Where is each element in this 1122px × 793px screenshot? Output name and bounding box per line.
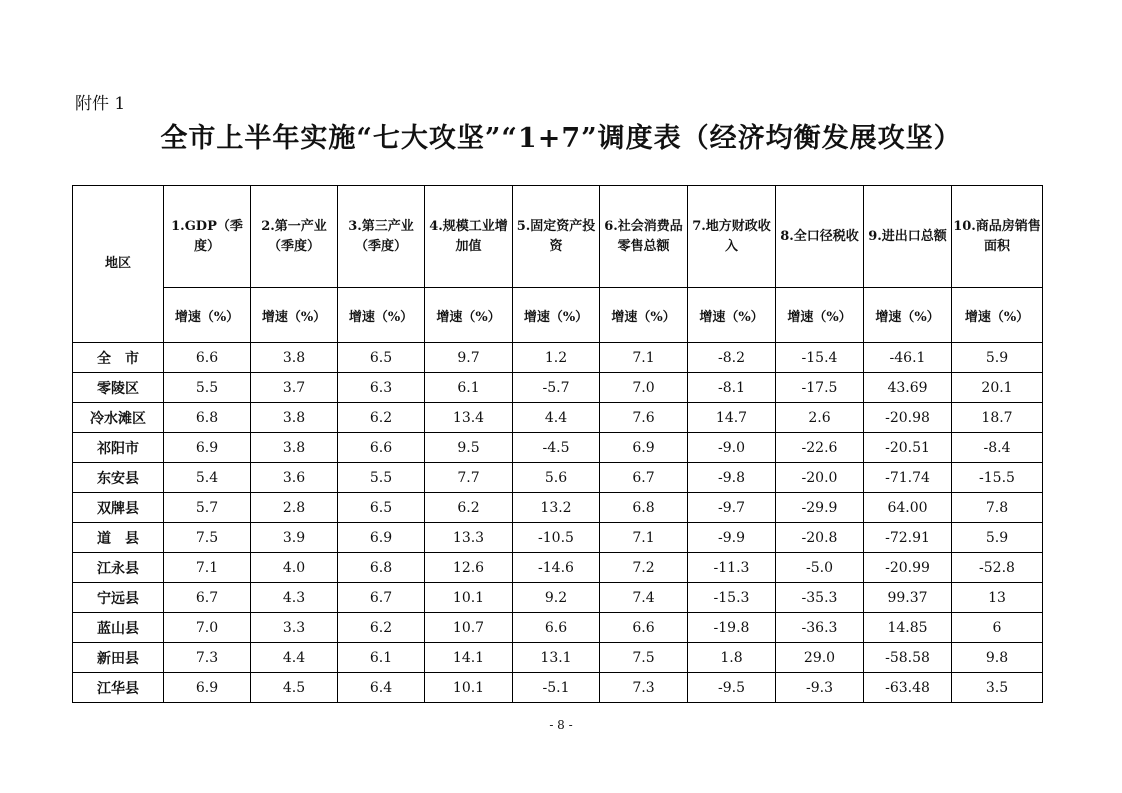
region-cell: 全 市: [73, 343, 164, 373]
value-cell: 3.8: [251, 403, 338, 433]
value-cell: 10.7: [425, 613, 513, 643]
table-row: [73, 403, 1043, 433]
value-cell: 7.1: [600, 523, 688, 553]
value-cell: -5.7: [513, 373, 600, 403]
value-cell: 6.8: [600, 493, 688, 523]
value-cell: 14.7: [688, 403, 776, 433]
value-cell: -14.6: [513, 553, 600, 583]
region-cell: 道 县: [73, 523, 164, 553]
value-cell: 13: [952, 583, 1043, 613]
value-cell: -46.1: [864, 343, 952, 373]
region-cell: 祁阳市: [73, 433, 164, 463]
table-row: [73, 583, 1043, 613]
value-cell: 29.0: [776, 643, 864, 673]
value-cell: 6.4: [338, 673, 425, 703]
value-cell: -15.3: [688, 583, 776, 613]
value-cell: 13.3: [425, 523, 513, 553]
value-cell: 6.7: [164, 583, 251, 613]
value-cell: -8.4: [952, 433, 1043, 463]
table-row: [73, 373, 1043, 403]
value-cell: -5.1: [513, 673, 600, 703]
value-cell: -5.0: [776, 553, 864, 583]
value-cell: 64.00: [864, 493, 952, 523]
value-cell: 5.4: [164, 463, 251, 493]
value-cell: 6.6: [600, 613, 688, 643]
value-cell: 9.5: [425, 433, 513, 463]
value-cell: 6.2: [338, 613, 425, 643]
value-cell: 6.7: [338, 583, 425, 613]
column-subheader: 增速（%）: [338, 288, 425, 343]
region-cell: 宁远县: [73, 583, 164, 613]
value-cell: 6.9: [600, 433, 688, 463]
value-cell: -29.9: [776, 493, 864, 523]
value-cell: 6.6: [338, 433, 425, 463]
value-cell: -17.5: [776, 373, 864, 403]
value-cell: -9.0: [688, 433, 776, 463]
value-cell: 2.6: [776, 403, 864, 433]
value-cell: 14.1: [425, 643, 513, 673]
schedule-table: [72, 185, 1043, 703]
table-row: [73, 523, 1043, 553]
value-cell: -20.8: [776, 523, 864, 553]
column-subheader: 增速（%）: [864, 288, 952, 343]
value-cell: -9.5: [688, 673, 776, 703]
value-cell: 6.9: [164, 673, 251, 703]
value-cell: 4.0: [251, 553, 338, 583]
value-cell: 6.9: [164, 433, 251, 463]
value-cell: 43.69: [864, 373, 952, 403]
column-subheader: 增速（%）: [425, 288, 513, 343]
value-cell: -20.98: [864, 403, 952, 433]
value-cell: -19.8: [688, 613, 776, 643]
attachment-label: 附件 1: [75, 94, 126, 114]
value-cell: 3.6: [251, 463, 338, 493]
region-header: 地区: [73, 186, 164, 343]
value-cell: 6.3: [338, 373, 425, 403]
document-title: 全市上半年实施“七大攻坚”“1+7”调度表（经济均衡发展攻坚）: [160, 123, 962, 154]
value-cell: 5.7: [164, 493, 251, 523]
value-cell: 1.2: [513, 343, 600, 373]
region-cell: 零陵区: [73, 373, 164, 403]
value-cell: 5.5: [338, 463, 425, 493]
value-cell: -4.5: [513, 433, 600, 463]
column-header: 2.第一产业（季度）: [251, 186, 338, 288]
value-cell: -9.3: [776, 673, 864, 703]
value-cell: -20.51: [864, 433, 952, 463]
column-header: 1.GDP（季度）: [164, 186, 251, 288]
value-cell: 5.5: [164, 373, 251, 403]
column-header: 3.第三产业（季度）: [338, 186, 425, 288]
column-header: 5.固定资产投资: [513, 186, 600, 288]
value-cell: -72.91: [864, 523, 952, 553]
table-row: [73, 553, 1043, 583]
value-cell: 6.9: [338, 523, 425, 553]
value-cell: 4.5: [251, 673, 338, 703]
column-header: 8.全口径税收: [776, 186, 864, 288]
value-cell: 6.7: [600, 463, 688, 493]
value-cell: 3.8: [251, 433, 338, 463]
column-header: 7.地方财政收入: [688, 186, 776, 288]
value-cell: 6.1: [425, 373, 513, 403]
value-cell: -71.74: [864, 463, 952, 493]
value-cell: 3.7: [251, 373, 338, 403]
region-cell: 新田县: [73, 643, 164, 673]
table-row: [73, 433, 1043, 463]
value-cell: 9.2: [513, 583, 600, 613]
value-cell: 7.3: [164, 643, 251, 673]
column-header: 10.商品房销售面积: [952, 186, 1043, 288]
table-row: [73, 613, 1043, 643]
column-header: 9.进出口总额: [864, 186, 952, 288]
value-cell: -58.58: [864, 643, 952, 673]
value-cell: 13.4: [425, 403, 513, 433]
value-cell: 7.5: [600, 643, 688, 673]
value-cell: 9.8: [952, 643, 1043, 673]
value-cell: 3.5: [952, 673, 1043, 703]
value-cell: 13.2: [513, 493, 600, 523]
value-cell: 6: [952, 613, 1043, 643]
table-row: [73, 493, 1043, 523]
column-subheader: 增速（%）: [164, 288, 251, 343]
value-cell: 1.8: [688, 643, 776, 673]
value-cell: 5.6: [513, 463, 600, 493]
value-cell: -9.7: [688, 493, 776, 523]
value-cell: -52.8: [952, 553, 1043, 583]
column-subheader: 增速（%）: [776, 288, 864, 343]
value-cell: -22.6: [776, 433, 864, 463]
value-cell: 3.3: [251, 613, 338, 643]
value-cell: 4.4: [251, 643, 338, 673]
value-cell: -35.3: [776, 583, 864, 613]
value-cell: -8.2: [688, 343, 776, 373]
value-cell: 7.5: [164, 523, 251, 553]
column-subheader: 增速（%）: [688, 288, 776, 343]
value-cell: 6.8: [338, 553, 425, 583]
value-cell: 6.8: [164, 403, 251, 433]
value-cell: 6.2: [425, 493, 513, 523]
value-cell: -20.0: [776, 463, 864, 493]
value-cell: 6.6: [164, 343, 251, 373]
value-cell: 6.5: [338, 343, 425, 373]
value-cell: 3.8: [251, 343, 338, 373]
value-cell: 7.1: [164, 553, 251, 583]
value-cell: -15.5: [952, 463, 1043, 493]
region-cell: 双牌县: [73, 493, 164, 523]
value-cell: -9.8: [688, 463, 776, 493]
column-header: 6.社会消费品零售总额: [600, 186, 688, 288]
value-cell: 12.6: [425, 553, 513, 583]
value-cell: -63.48: [864, 673, 952, 703]
value-cell: 99.37: [864, 583, 952, 613]
value-cell: 7.1: [600, 343, 688, 373]
column-header: 4.规模工业增加值: [425, 186, 513, 288]
value-cell: 7.8: [952, 493, 1043, 523]
value-cell: -15.4: [776, 343, 864, 373]
table-row: [73, 673, 1043, 703]
value-cell: 7.2: [600, 553, 688, 583]
value-cell: -20.99: [864, 553, 952, 583]
value-cell: 2.8: [251, 493, 338, 523]
value-cell: -36.3: [776, 613, 864, 643]
value-cell: -10.5: [513, 523, 600, 553]
column-subheader: 增速（%）: [600, 288, 688, 343]
value-cell: 4.3: [251, 583, 338, 613]
column-subheader: 增速（%）: [251, 288, 338, 343]
value-cell: 10.1: [425, 583, 513, 613]
value-cell: 5.9: [952, 523, 1043, 553]
region-cell: 江华县: [73, 673, 164, 703]
value-cell: 5.9: [952, 343, 1043, 373]
value-cell: 20.1: [952, 373, 1043, 403]
value-cell: 6.6: [513, 613, 600, 643]
page-number: - 8 -: [549, 718, 573, 732]
value-cell: -8.1: [688, 373, 776, 403]
value-cell: 10.1: [425, 673, 513, 703]
subheader-row: [73, 288, 1043, 343]
value-cell: 9.7: [425, 343, 513, 373]
column-subheader: 增速（%）: [952, 288, 1043, 343]
table-row: [73, 643, 1043, 673]
value-cell: 6.1: [338, 643, 425, 673]
value-cell: -9.9: [688, 523, 776, 553]
region-cell: 蓝山县: [73, 613, 164, 643]
value-cell: 3.9: [251, 523, 338, 553]
value-cell: 7.6: [600, 403, 688, 433]
value-cell: 6.2: [338, 403, 425, 433]
value-cell: 7.3: [600, 673, 688, 703]
value-cell: 14.85: [864, 613, 952, 643]
column-subheader: 增速（%）: [513, 288, 600, 343]
table-row: [73, 463, 1043, 493]
region-cell: 江永县: [73, 553, 164, 583]
value-cell: 7.0: [164, 613, 251, 643]
value-cell: 4.4: [513, 403, 600, 433]
region-cell: 冷水滩区: [73, 403, 164, 433]
header-row: [73, 186, 1043, 288]
table-row: [73, 343, 1043, 373]
value-cell: -11.3: [688, 553, 776, 583]
value-cell: 13.1: [513, 643, 600, 673]
region-cell: 东安县: [73, 463, 164, 493]
value-cell: 18.7: [952, 403, 1043, 433]
value-cell: 7.4: [600, 583, 688, 613]
value-cell: 7.7: [425, 463, 513, 493]
value-cell: 6.5: [338, 493, 425, 523]
value-cell: 7.0: [600, 373, 688, 403]
